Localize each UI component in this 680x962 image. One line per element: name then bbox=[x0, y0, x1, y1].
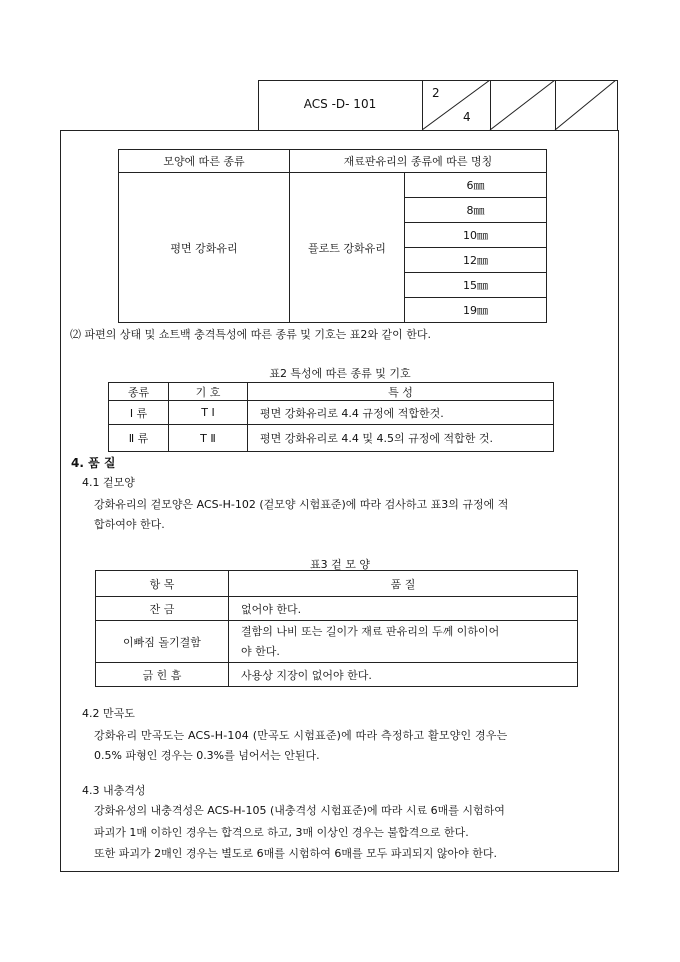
page-slash-lines bbox=[422, 80, 617, 131]
table2-caption: 표2 특성에 따른 종류 및 기호 bbox=[269, 367, 411, 380]
doc-code: ACS -D- 101 bbox=[303, 97, 377, 111]
page-total: 4 bbox=[463, 110, 471, 124]
type-cell: 평면 강화유리 bbox=[119, 173, 290, 323]
section-4-1-title: 4.1 겉모양 bbox=[82, 476, 135, 489]
section-4-title: 4. 품 질 bbox=[71, 456, 116, 470]
appearance-table: 항 목 품 질 잔 금 없어야 한다. 이빠짐 돌기결함 결함의 나비 또는 길이가 재료 판유리의 두께 이하이어 야 한다. 긁 힌 흠 사용상 지장이 없어야 한다. bbox=[95, 570, 578, 687]
page-current: 2 bbox=[432, 86, 440, 100]
table3-caption: 표3 겉 모 양 bbox=[310, 558, 370, 571]
material-cell: 플로트 강화유리 bbox=[290, 173, 405, 323]
document-page: ACS -D- 101 2 4 모양에 따른 종류 재료판유리의 종류에 따른 명칭 평면 강화유리 플로트 강화유리 6㎜ 8㎜ 10㎜ 12㎜ 15㎜ 19㎜ ⑵ 파편의 상태 및 쇼트백 충격특성에 따른 종류 및 기호는 표2와 같이 한다. 표2 특성에 따른 종류 및 기호 종류 기 호 특 성 Ⅰ 류 T Ⅰ 평면 강화유리로 4.4 규정에 적합한것. Ⅱ 류 T Ⅱ 평면 강화유리로 4.4 및 4.5의 규정에 적합한 것. 4. 품 질 4.1 겉모양 강화유리의 겉모양은 ACS-H-102 (겉모양 시험표준)에 따라 검사하고 표3의 규정에 적 합하여야 한다. 표3 겉 모 양 항 목 품 질 잔 금 없어야 한다. 이빠짐 돌기결함 결함의 나비 또는 길이가 재료 판유리의 두께 이하이어 야 한다. 긁 힌 흠 사용상 지장이 없어야 한다. 4.2 만곡도 강화유리 만곡도는 ACS-H-104 (만곡도 시험표준)에 따라 측정하고 활모양인 경우는 0.5% 파형인 경우는 0.3%를 넘어서는 안된다. 4.3 내충격성 강화유성의 내충격성은 ACS-H-105 (내충격성 시험표준)에 따라 시료 6매를 시험하여 파괴가 1매 이하인 경우는 합격으로 하고, 3매 이상인 경우는 불합격으로 한다. 또한 파괴가 2매인 경우는 별도로 6매를 시험하여 6매를 모두 파괴되지 않아야 한다. bbox=[0, 0, 680, 962]
note-2: ⑵ 파편의 상태 및 쇼트백 충격특성에 따른 종류 및 기호는 표2와 같이 한다. bbox=[70, 328, 431, 341]
glass-type-table: 모양에 따른 종류 재료판유리의 종류에 따른 명칭 평면 강화유리 플로트 강화유리 6㎜ 8㎜ 10㎜ 12㎜ 15㎜ 19㎜ bbox=[118, 149, 547, 323]
section-4-3-title: 4.3 내충격성 bbox=[82, 784, 146, 797]
section-4-2-title: 4.2 만곡도 bbox=[82, 707, 135, 720]
type-symbol-table: 종류 기 호 특 성 Ⅰ 류 T Ⅰ 평면 강화유리로 4.4 규정에 적합한것. Ⅱ 류 T Ⅱ 평면 강화유리로 4.4 및 4.5의 규정에 적합한 것. bbox=[108, 382, 554, 452]
